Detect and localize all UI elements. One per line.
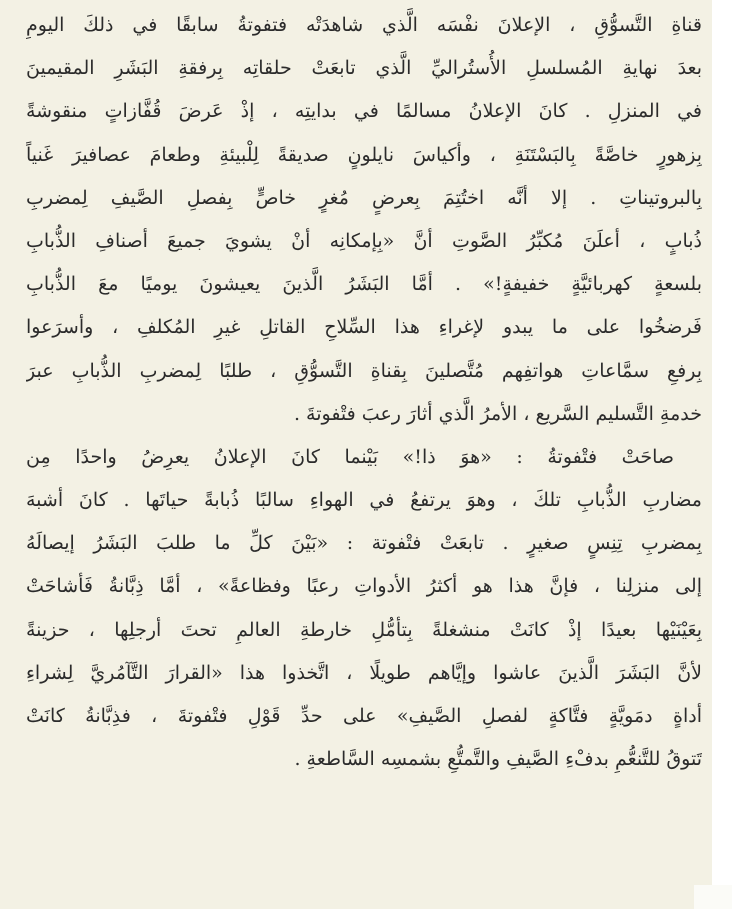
text-line: بِمضربِ تِنِسٍ صغيرٍ . تابعَتْ فتْفوتة : «بَيْنَ كلِّ ما طلبَ البَشَرُ إيصالَهُ (26, 532, 702, 555)
text-line: أداةٍ دمَويَّةٍ فتَّاكةٍ لفصلِ الصَّيفِ» على حدِّ قَوْلِ فتْفوتةَ ، فذِبَّانةُ كانَتْ (26, 705, 702, 727)
text-line: في المنزلِ . كانَ الإعلانُ مسالمًا في بدايتِه ، إذْ عَرضَ قُفَّازاتٍ منقوشةً (26, 100, 702, 123)
text-line: لأنَّ البَشَرَ الَّذينَ عاشوا وإيَّاهم طويلًا ، اتَّخذوا هذا «القرارَ التَّآمُريَّ لِشراءِ (26, 661, 702, 684)
page-edge-strip (712, 0, 732, 909)
text-line: خدمةِ التَّسليم السَّريع ، الأمرُ الَّذي أثارَ رعبَ فتْفوتةَ . (293, 402, 702, 425)
text-line: بلسعةٍ كهربائيَّةٍ خفيفةٍ!» . أمَّا البَشَرُ الَّذينَ يعيشونَ يوميًا معَ الذُّبابِ (26, 273, 702, 296)
text-line: قناةِ التَّسوُّقِ ، الإعلانَ نفْسَه الَّذي شاهدَتْه فتفوتةُ سابقًا في ذلكَ اليومِ (26, 14, 702, 36)
text-line: صاحَتْ فتْفوتةُ : «هوَ ذا!» بَيْنما كانَ الإعلانُ يعرِضُ واحدًا مِن (26, 445, 674, 468)
text-line: بعدَ نهايةِ المُسلسلِ الأُستُراليِّ الَّذي تابعَتْ حلقاتِه بِرفقةِ البَشَرِ المقيمينَ (26, 57, 702, 80)
page-corner-patch (694, 885, 732, 909)
paragraph-1 (26, 4, 702, 436)
text-line: مضاربِ الذُّبابِ تلكَ ، وهوَ يرتفعُ في الهواءِ سالبًا ذُبابةً حياتَها . كانَ أشبهَ (26, 489, 702, 512)
text-line: إلى منزلِنا ، فإنَّ هذا هو أكثرُ الأدواتِ رعبًا وفظاعةً» ، أمَّا ذِبَّانةُ فَأشاحَتْ (26, 575, 702, 598)
paragraph-2 (26, 436, 702, 782)
text-line: فَرضخُوا على ما يبدو لإغراءِ هذا السِّلاحِ القاتلِ غيرِ المُكلفِ ، وأسرَعوا (26, 316, 702, 339)
text-line: تَتوقُ للتَّنعُّمِ بدفْءِ الصَّيفِ والتَّمتُّعِ بشمسِه السَّاطعةِ . (294, 748, 702, 771)
text-line: بِرفعِ سمَّاعاتِ هواتفِهم مُتَّصلينَ بِقناةِ التَّسوُّقِ ، طلبًا لِمضربِ الذُّبابِ عبرَ (26, 359, 702, 382)
text-line: بِعَيْنَيْها بعيدًا إذْ كانَتْ منشغلةً بِتأمُّلِ خارطةِ العالمِ تحتَ أرجلِها ، حزينةً (26, 618, 702, 641)
text-line: بِالبروتيناتِ . إلا أنَّه اختُتِمَ بِعرضٍ مُغرٍ خاصٍّ بِفصلِ الصَّيفِ لِمضربِ (26, 186, 702, 209)
text-line: بِزهورٍ خاصَّةً بِالبَسْتَنَةِ ، وأكياسَ نايلونٍ صديقةً لِلْبيئةِ وطعامَ عصافيرَ غَنياً (26, 143, 702, 166)
text-line: ذُبابٍ ، أعلَنَ مُكبِّرُ الصَّوتِ أنَّ «بِإمكانِه أنْ يشويَ جميعَ أصنافِ الذُّبابِ (26, 229, 702, 252)
body-text (26, 4, 702, 781)
